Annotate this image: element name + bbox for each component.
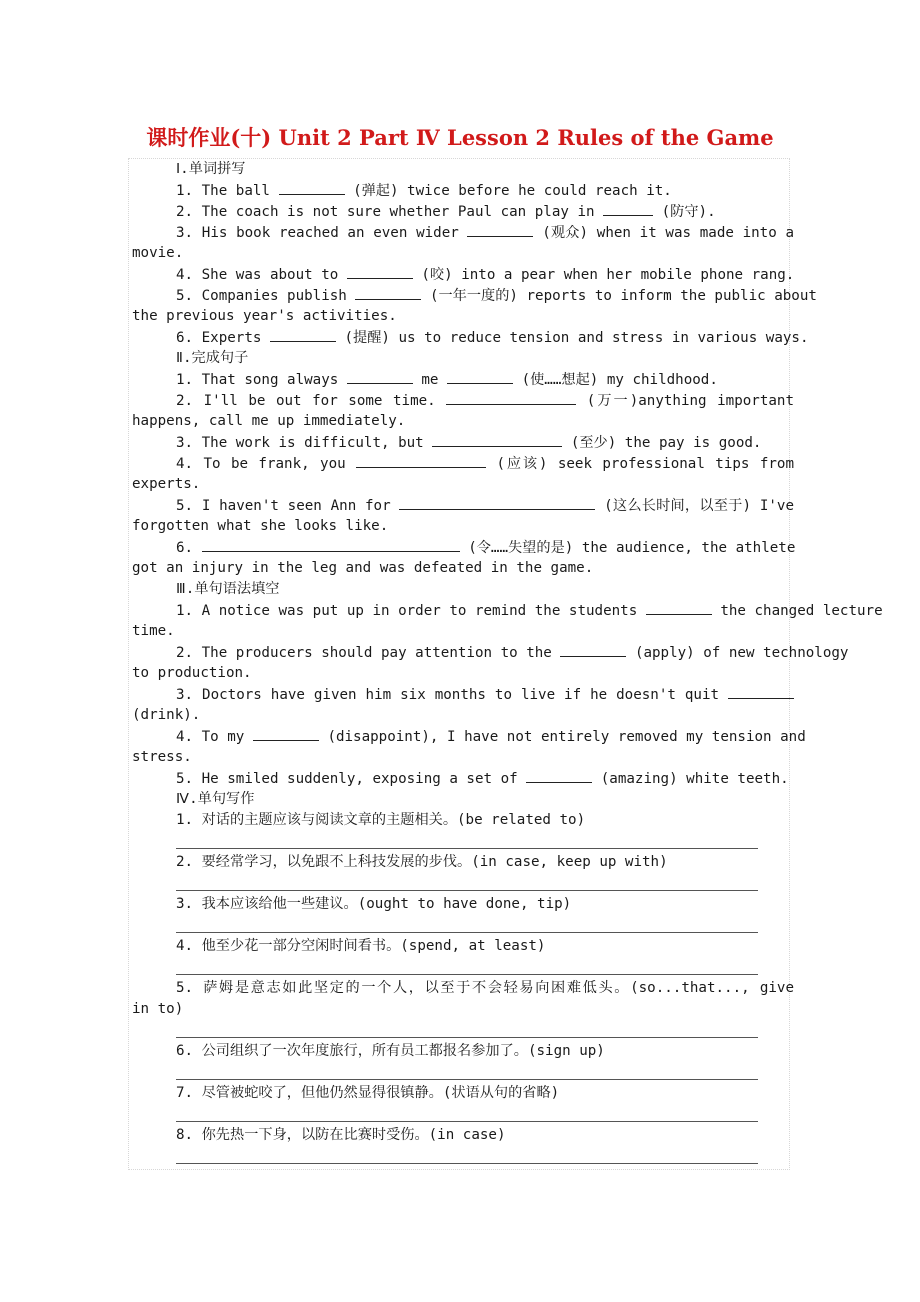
p4-q7: 7. 尽管被蛇咬了，但他仍然显得很镇静。(状语从句的省略) <box>176 1085 560 1101</box>
section-heading-1: Ⅰ.单词拼写 <box>176 161 246 177</box>
p4-q2: 2. 要经常学习，以免跟不上科技发展的步伐。(in case, keep up with) <box>176 854 668 870</box>
p1-q6: 6. Experts (提醒) us to reduce tension and stress in various ways. <box>132 327 794 348</box>
p2-q6: 6. (令……失望的是) the audience, the athlete <box>132 537 794 558</box>
answer-blank[interactable] <box>646 600 712 615</box>
page-title: 课时作业(十) Unit 2 Part Ⅳ Lesson 2 Rules of the Game <box>146 125 774 150</box>
p3-q1: 1. A notice was put up in order to remind the students the changed lecture <box>132 600 846 621</box>
answer-line[interactable] <box>132 873 794 894</box>
answer-blank[interactable] <box>399 495 595 510</box>
answer-blank[interactable] <box>603 201 653 216</box>
p2-q5: 5. I haven't seen Ann for (这么长时间，以至于) I've <box>132 495 794 516</box>
answer-line[interactable] <box>132 915 794 936</box>
p2-q2-cont: happens, call me up immediately. <box>132 413 406 429</box>
p2-q3: 3. The work is difficult, but (至少) the pay is good. <box>132 432 794 453</box>
p4-q1: 1. 对话的主题应该与阅读文章的主题相关。(be related to) <box>176 812 586 828</box>
p3-q3: 3. Doctors have given him six months to live if he doesn't quit <box>132 684 794 705</box>
answer-line[interactable] <box>132 1062 794 1083</box>
p3-q4-cont: stress. <box>132 749 192 765</box>
answer-blank[interactable] <box>355 285 421 300</box>
answer-blank[interactable] <box>526 768 592 783</box>
worksheet-body <box>132 159 883 1167</box>
p4-q4: 4. 他至少花一部分空闲时间看书。(spend, at least) <box>176 938 546 954</box>
p4-q8: 8. 你先热一下身，以防在比赛时受伤。(in case) <box>176 1127 506 1143</box>
answer-blank[interactable] <box>347 369 413 384</box>
p4-q3: 3. 我本应该给他一些建议。(ought to have done, tip) <box>176 896 572 912</box>
section-heading-4: Ⅳ.单句写作 <box>176 791 255 807</box>
p3-q2: 2. The producers should pay attention to the (apply) of new technology <box>132 642 794 663</box>
answer-blank[interactable] <box>560 642 626 657</box>
p3-q2-cont: to production. <box>132 665 252 681</box>
answer-blank[interactable] <box>347 264 413 279</box>
answer-blank[interactable] <box>728 684 794 699</box>
p4-q5: 5. 萨姆是意志如此坚定的一个人，以至于不会轻易向困难低头。(so...that..., give <box>176 980 794 996</box>
p3-q4: 4. To my (disappoint), I have not entirely removed my tension and <box>132 726 794 747</box>
p4-q5-cont: in to) <box>132 1001 184 1017</box>
p1-q4: 4. She was about to (咬) into a pear when her mobile phone rang. <box>132 264 794 285</box>
p2-q1: 1. That song always me (使……想起) my childhood. <box>132 369 794 390</box>
answer-blank[interactable] <box>253 726 319 741</box>
p2-q5-cont: forgotten what she looks like. <box>132 518 389 534</box>
p3-q5: 5. He smiled suddenly, exposing a set of (amazing) white teeth. <box>132 768 794 789</box>
answer-blank[interactable] <box>432 432 562 447</box>
answer-blank[interactable] <box>270 327 336 342</box>
answer-blank[interactable] <box>447 369 513 384</box>
answer-blank[interactable] <box>202 537 460 552</box>
p2-q2: 2. I'll be out for some time. (万一)anything important <box>132 390 794 411</box>
answer-line[interactable] <box>132 1146 794 1167</box>
answer-line[interactable] <box>132 1020 794 1041</box>
p2-q4: 4. To be frank, you (应该) seek professional tips from <box>132 453 794 474</box>
p1-q3-cont: movie. <box>132 245 184 261</box>
p2-q4-cont: experts. <box>132 476 201 492</box>
answer-blank[interactable] <box>467 222 533 237</box>
p1-q2: 2. The coach is not sure whether Paul can play in (防守). <box>132 201 794 222</box>
answer-blank[interactable] <box>446 390 576 405</box>
p1-q5-cont: the previous year's activities. <box>132 308 397 324</box>
p2-q6-cont: got an injury in the leg and was defeated in the game. <box>132 560 594 576</box>
p3-q3-cont: (drink). <box>132 707 201 723</box>
p1-q3: 3. His book reached an even wider (观众) when it was made into a <box>132 222 794 243</box>
answer-line[interactable] <box>132 1104 794 1125</box>
p3-q1-cont: time. <box>132 623 175 639</box>
p1-q1: 1. The ball (弹起) twice before he could reach it. <box>132 180 794 201</box>
p4-q6: 6. 公司组织了一次年度旅行，所有员工都报名参加了。(sign up) <box>176 1043 605 1059</box>
section-heading-2: Ⅱ.完成句子 <box>176 350 249 366</box>
answer-blank[interactable] <box>279 180 345 195</box>
answer-line[interactable] <box>132 957 794 978</box>
answer-line[interactable] <box>132 831 794 852</box>
p1-q5: 5. Companies publish (一年一度的) reports to inform the public about <box>132 285 794 306</box>
answer-blank[interactable] <box>356 453 486 468</box>
section-heading-3: Ⅲ.单句语法填空 <box>176 581 280 597</box>
